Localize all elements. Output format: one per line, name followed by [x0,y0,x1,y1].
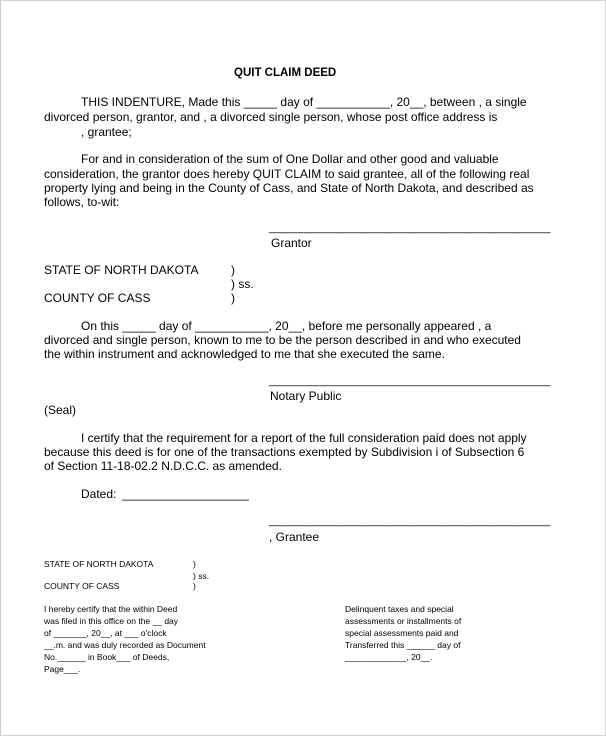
recording-left-line-6: Page___. [44,664,81,674]
dated-line: ___________________ [122,487,249,501]
intro-line-2: divorced person, grantor, and , a divorced single person, whose post office address is [44,110,498,124]
recording-state: STATE OF NORTH DAKOTA [44,559,154,569]
grantor-signature-line: ______________________________________________ [269,222,551,234]
seal-label: (Seal) [44,403,77,417]
ack-line-2: divorced and single person, known to me to be the person described in and who executed [44,333,521,347]
venue-paren-1: ) [231,263,235,277]
consideration-line-1: For and in consideration of the sum of One Dollar and other good and valuable [81,152,499,166]
recording-left-line-2: was filed in this office on the __ day [44,616,179,626]
cert-line-2: because this deed is for one of the transactions exempted by Subdivision i of Subsection 6 [44,445,525,459]
intro-line-1: THIS INDENTURE, Made this _____ day of ___________, 20__, between , a single [81,95,527,109]
venue-county: COUNTY OF CASS [44,291,151,305]
recording-left-line-4: __.m. and was duly recorded as Document [44,640,206,650]
recording-paren-1: ) [193,559,196,569]
recording-right-line-3: special assessments paid and [345,628,459,638]
venue-ss: ) ss. [231,277,254,291]
recording-right-line-1: Delinquent taxes and special [345,604,454,614]
recording-left-line-3: of _______, 20__, at ___ o'clock [44,628,167,638]
recording-right-line-4: Transferred this ______ day of [345,640,461,650]
recording-right-line-2: assessments or installments of [345,616,462,626]
recording-right-line-5: _____________, 20__. [345,652,433,662]
cert-line-1: I certify that the requirement for a report of the full consideration paid does not apply [81,431,527,445]
grantor-label: Grantor [271,236,312,250]
ack-line-3: the within instrument and acknowledged to me that she executed the same. [44,347,445,361]
grantee-signature-line: ______________________________________________ [269,515,551,527]
grantee-label: , Grantee [269,530,320,544]
recording-county: COUNTY OF CASS [44,581,120,591]
document-title: QUIT CLAIM DEED [234,67,337,79]
recording-paren-3: ) [193,581,196,591]
notary-label: Notary Public [270,389,342,403]
recording-ss: ) ss. [193,571,210,581]
ack-line-1: On this _____ day of ___________, 20__, before me personally appeared , a [81,319,492,333]
intro-line-3: , grantee; [81,125,132,139]
recording-left-line-5: No.______ in Book___ of Deeds, [44,652,170,662]
consideration-line-3: property lying and being in the County of Cass, and State of North Dakota, and described as [44,181,534,195]
venue-state: STATE OF NORTH DAKOTA [44,263,199,277]
consideration-line-4: follows, to-wit: [44,195,120,209]
recording-left-line-1: I hereby certify that the within Deed [44,604,178,614]
dated-label: Dated: [81,487,117,501]
notary-signature-line: ______________________________________________ [269,375,551,387]
venue-paren-3: ) [231,291,235,305]
cert-line-3: of Section 11-18-02.2 N.D.C.C. as amended. [44,459,282,473]
consideration-line-2: consideration, the grantor does hereby QUIT CLAIM to said grantee, all of the following real [44,167,530,181]
